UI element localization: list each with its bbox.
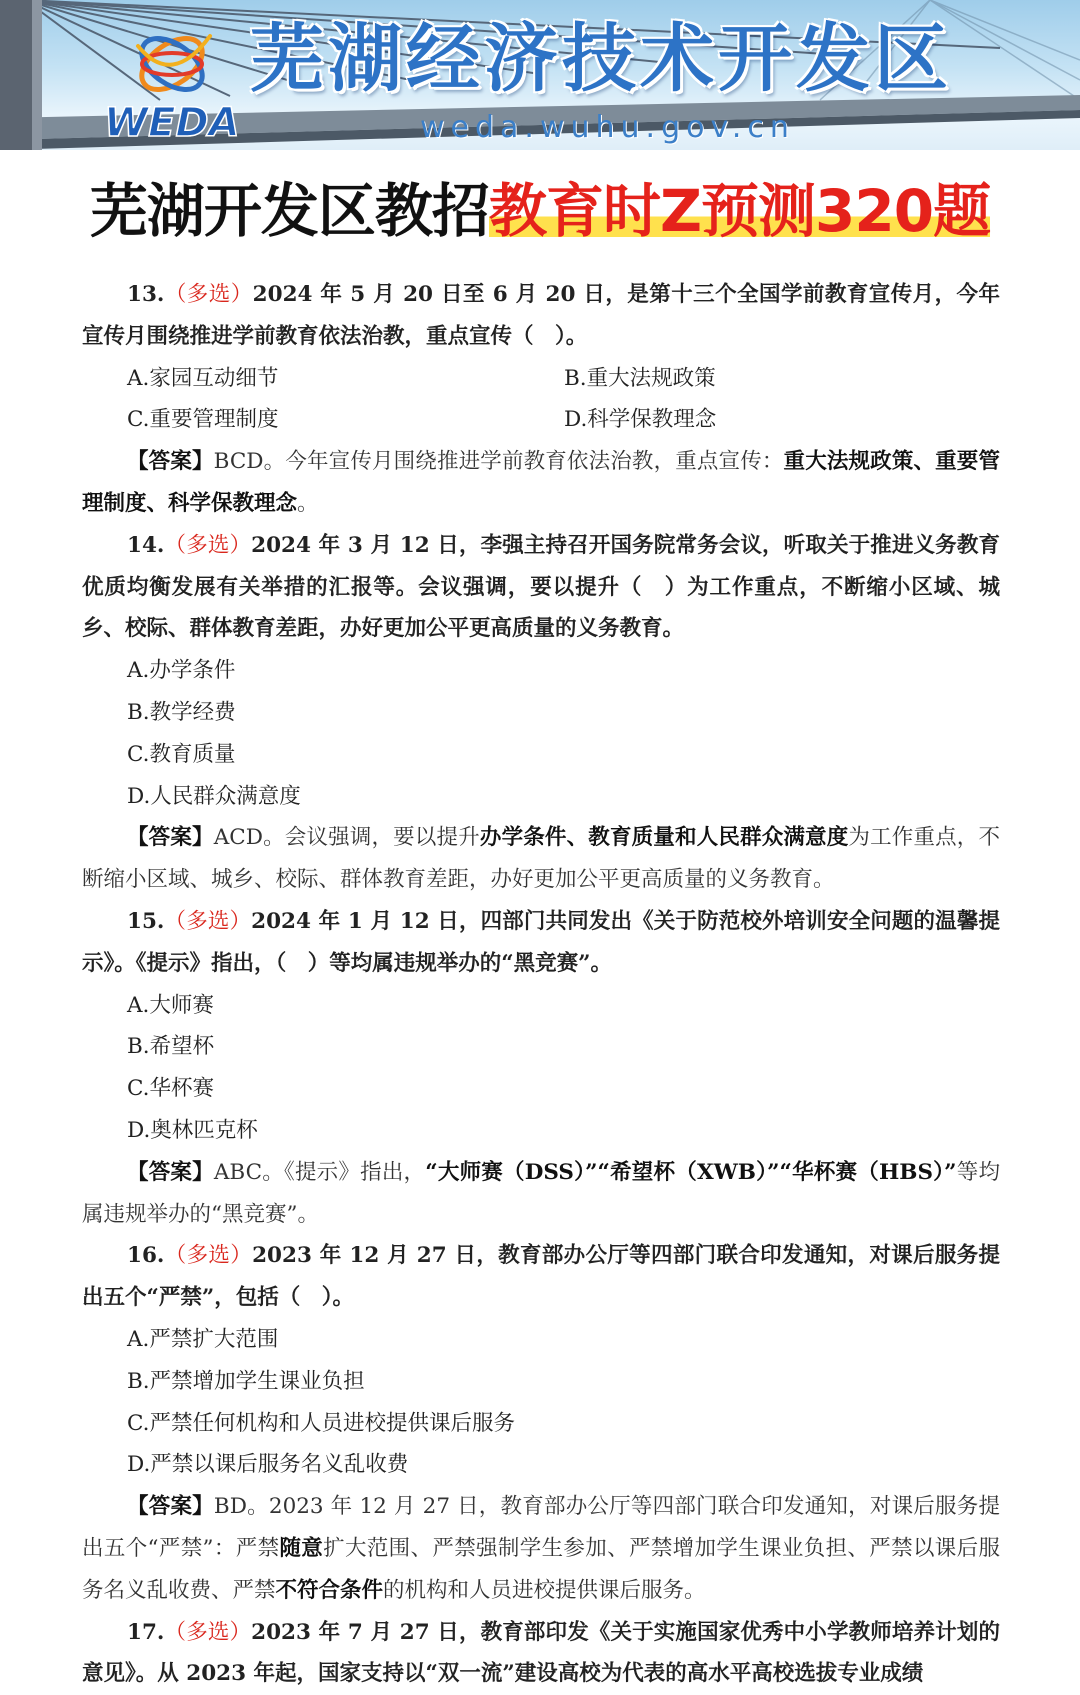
answer-key-phrase: 不符合条件 [276, 1578, 384, 1603]
option-b: B.教学经费 [82, 692, 560, 734]
page-headline [0, 166, 1080, 256]
question-stem [82, 274, 1000, 358]
answer-label: 【答案】 [127, 825, 214, 850]
answer-text: ACD。会议强调，要以提升 [214, 825, 480, 850]
question-item [82, 1235, 1000, 1611]
answer-text: 扩大范围、严禁强制学生参加、严禁增加学生课业负担、严禁以课后服务名义乱收费、严禁 [82, 1536, 1000, 1603]
option-c: C.严禁任何机构和人员进校提供课后服务 [82, 1403, 560, 1445]
option-list [82, 358, 1000, 442]
question-number: 13. [127, 282, 164, 307]
option-c: C.华杯赛 [82, 1068, 560, 1110]
option-a: A.家园互动细节 [82, 358, 519, 400]
headline-part2: 教育时Z预测320题 [489, 177, 990, 245]
question-stem [82, 525, 1000, 650]
option-d: D.严禁以课后服务名义乱收费 [82, 1444, 560, 1486]
question-type-tag: （多选） [164, 282, 252, 307]
answer-explanation [82, 1486, 1000, 1611]
answer-label: 【答案】 [127, 1494, 214, 1519]
site-url[interactable]: weda.wuhu.gov.cn [420, 110, 795, 145]
question-text: 2024 年 3 月 12 日，李强主持召开国务院常务会议，听取关于推进义务教育优质均衡发展有关举措的汇报等。会议强调，要以提升（ ）为工作重点，不断缩小区域、城乡、校际、群体教育差距，办好更加公平更高质量的义务教育。 [82, 533, 1000, 642]
question-list [82, 274, 1000, 1695]
question-stem [82, 901, 1000, 985]
question-number: 17. [127, 1620, 164, 1645]
option-list [82, 1319, 1000, 1486]
answer-text: 的机构和人员进校提供课后服务。 [383, 1578, 706, 1603]
option-a: A.办学条件 [82, 650, 560, 692]
answer-text: 等均属违规举办的“黑竞赛”。 [82, 1160, 1000, 1227]
answer-text: BCD。今年宣传月围绕推进学前教育依法治教，重点宣传： [214, 449, 784, 474]
answer-explanation [82, 817, 1000, 901]
option-a: A.大师赛 [82, 985, 560, 1027]
option-b: B.重大法规政策 [519, 358, 956, 400]
answer-key-phrase: 办学条件、教育质量和人民群众满意度 [480, 825, 849, 850]
question-number: 16. [127, 1243, 164, 1268]
answer-explanation [82, 441, 1000, 525]
question-item [82, 901, 1000, 1235]
logo-wordmark: WEDA [104, 100, 240, 146]
question-number: 15. [127, 909, 164, 934]
option-list [82, 985, 1000, 1152]
question-text: 2024 年 1 月 12 日，四部门共同发出《关于防范校外培训安全问题的温馨提示》。《提示》指出，（ ）等均属违规举办的“黑竞赛”。 [82, 909, 1000, 976]
answer-text: 。 [297, 491, 319, 516]
answer-text: ABC。《提示》指出， [214, 1160, 425, 1185]
question-stem [82, 1235, 1000, 1319]
answer-label: 【答案】 [127, 449, 214, 474]
question-type-tag: （多选） [164, 909, 251, 934]
question-type-tag: （多选） [164, 533, 251, 558]
question-text: 2023 年 12 月 27 日，教育部办公厅等四部门联合印发通知，对课后服务提出五个“严禁”，包括（ ）。 [82, 1243, 1000, 1310]
option-b: B.希望杯 [82, 1026, 560, 1068]
question-text: 2023 年 7 月 27 日，教育部印发《关于实施国家优秀中小学教师培养计划的意见》。从 2023 年起，国家支持以“双一流”建设高校为代表的高水平高校选拔专业成绩 [82, 1620, 1000, 1687]
option-d: D.科学保教理念 [519, 399, 956, 441]
weda-logo [100, 18, 250, 146]
question-number: 14. [127, 533, 164, 558]
question-stem [82, 1612, 1000, 1695]
question-type-tag: （多选） [164, 1620, 251, 1645]
question-item [82, 274, 1000, 525]
question-item [82, 525, 1000, 901]
question-text: 2024 年 5 月 20 日至 6 月 20 日，是第十三个全国学前教育宣传月，今年宣传月围绕推进学前教育依法治教，重点宣传（ ）。 [82, 282, 1000, 349]
option-d: D.人民群众满意度 [82, 776, 560, 818]
answer-explanation [82, 1152, 1000, 1236]
option-c: C.重要管理制度 [82, 399, 519, 441]
option-b: B.严禁增加学生课业负担 [82, 1361, 560, 1403]
question-item [82, 1612, 1000, 1695]
option-d: D.奥林匹克杯 [82, 1110, 560, 1152]
headline-part1: 芜湖开发区教招 [90, 177, 489, 245]
answer-label: 【答案】 [127, 1160, 214, 1185]
answer-text: BD。2023 年 12 月 27 日，教育部办公厅等四部门联合印发通知，对课后服务提出五个“严禁”：严禁 [82, 1494, 1000, 1561]
header-banner [0, 0, 1080, 150]
option-a: A.严禁扩大范围 [82, 1319, 560, 1361]
answer-key-phrase: “大师赛（DSS）”“希望杯（XWB）”“华杯赛（HBS）” [425, 1160, 956, 1185]
question-type-tag: （多选） [164, 1243, 252, 1268]
site-title: 芜湖经济技术开发区 [250, 14, 1010, 104]
option-list [82, 650, 1000, 817]
answer-key-phrase: 随意 [279, 1536, 323, 1561]
answer-text: 为工作重点，不断缩小区域、城乡、校际、群体教育差距，办好更加公平更高质量的义务教育。 [82, 825, 1000, 892]
answer-key-phrase: 重大法规政策、重要管理制度、科学保教理念 [82, 449, 1000, 516]
option-c: C.教育质量 [82, 734, 560, 776]
